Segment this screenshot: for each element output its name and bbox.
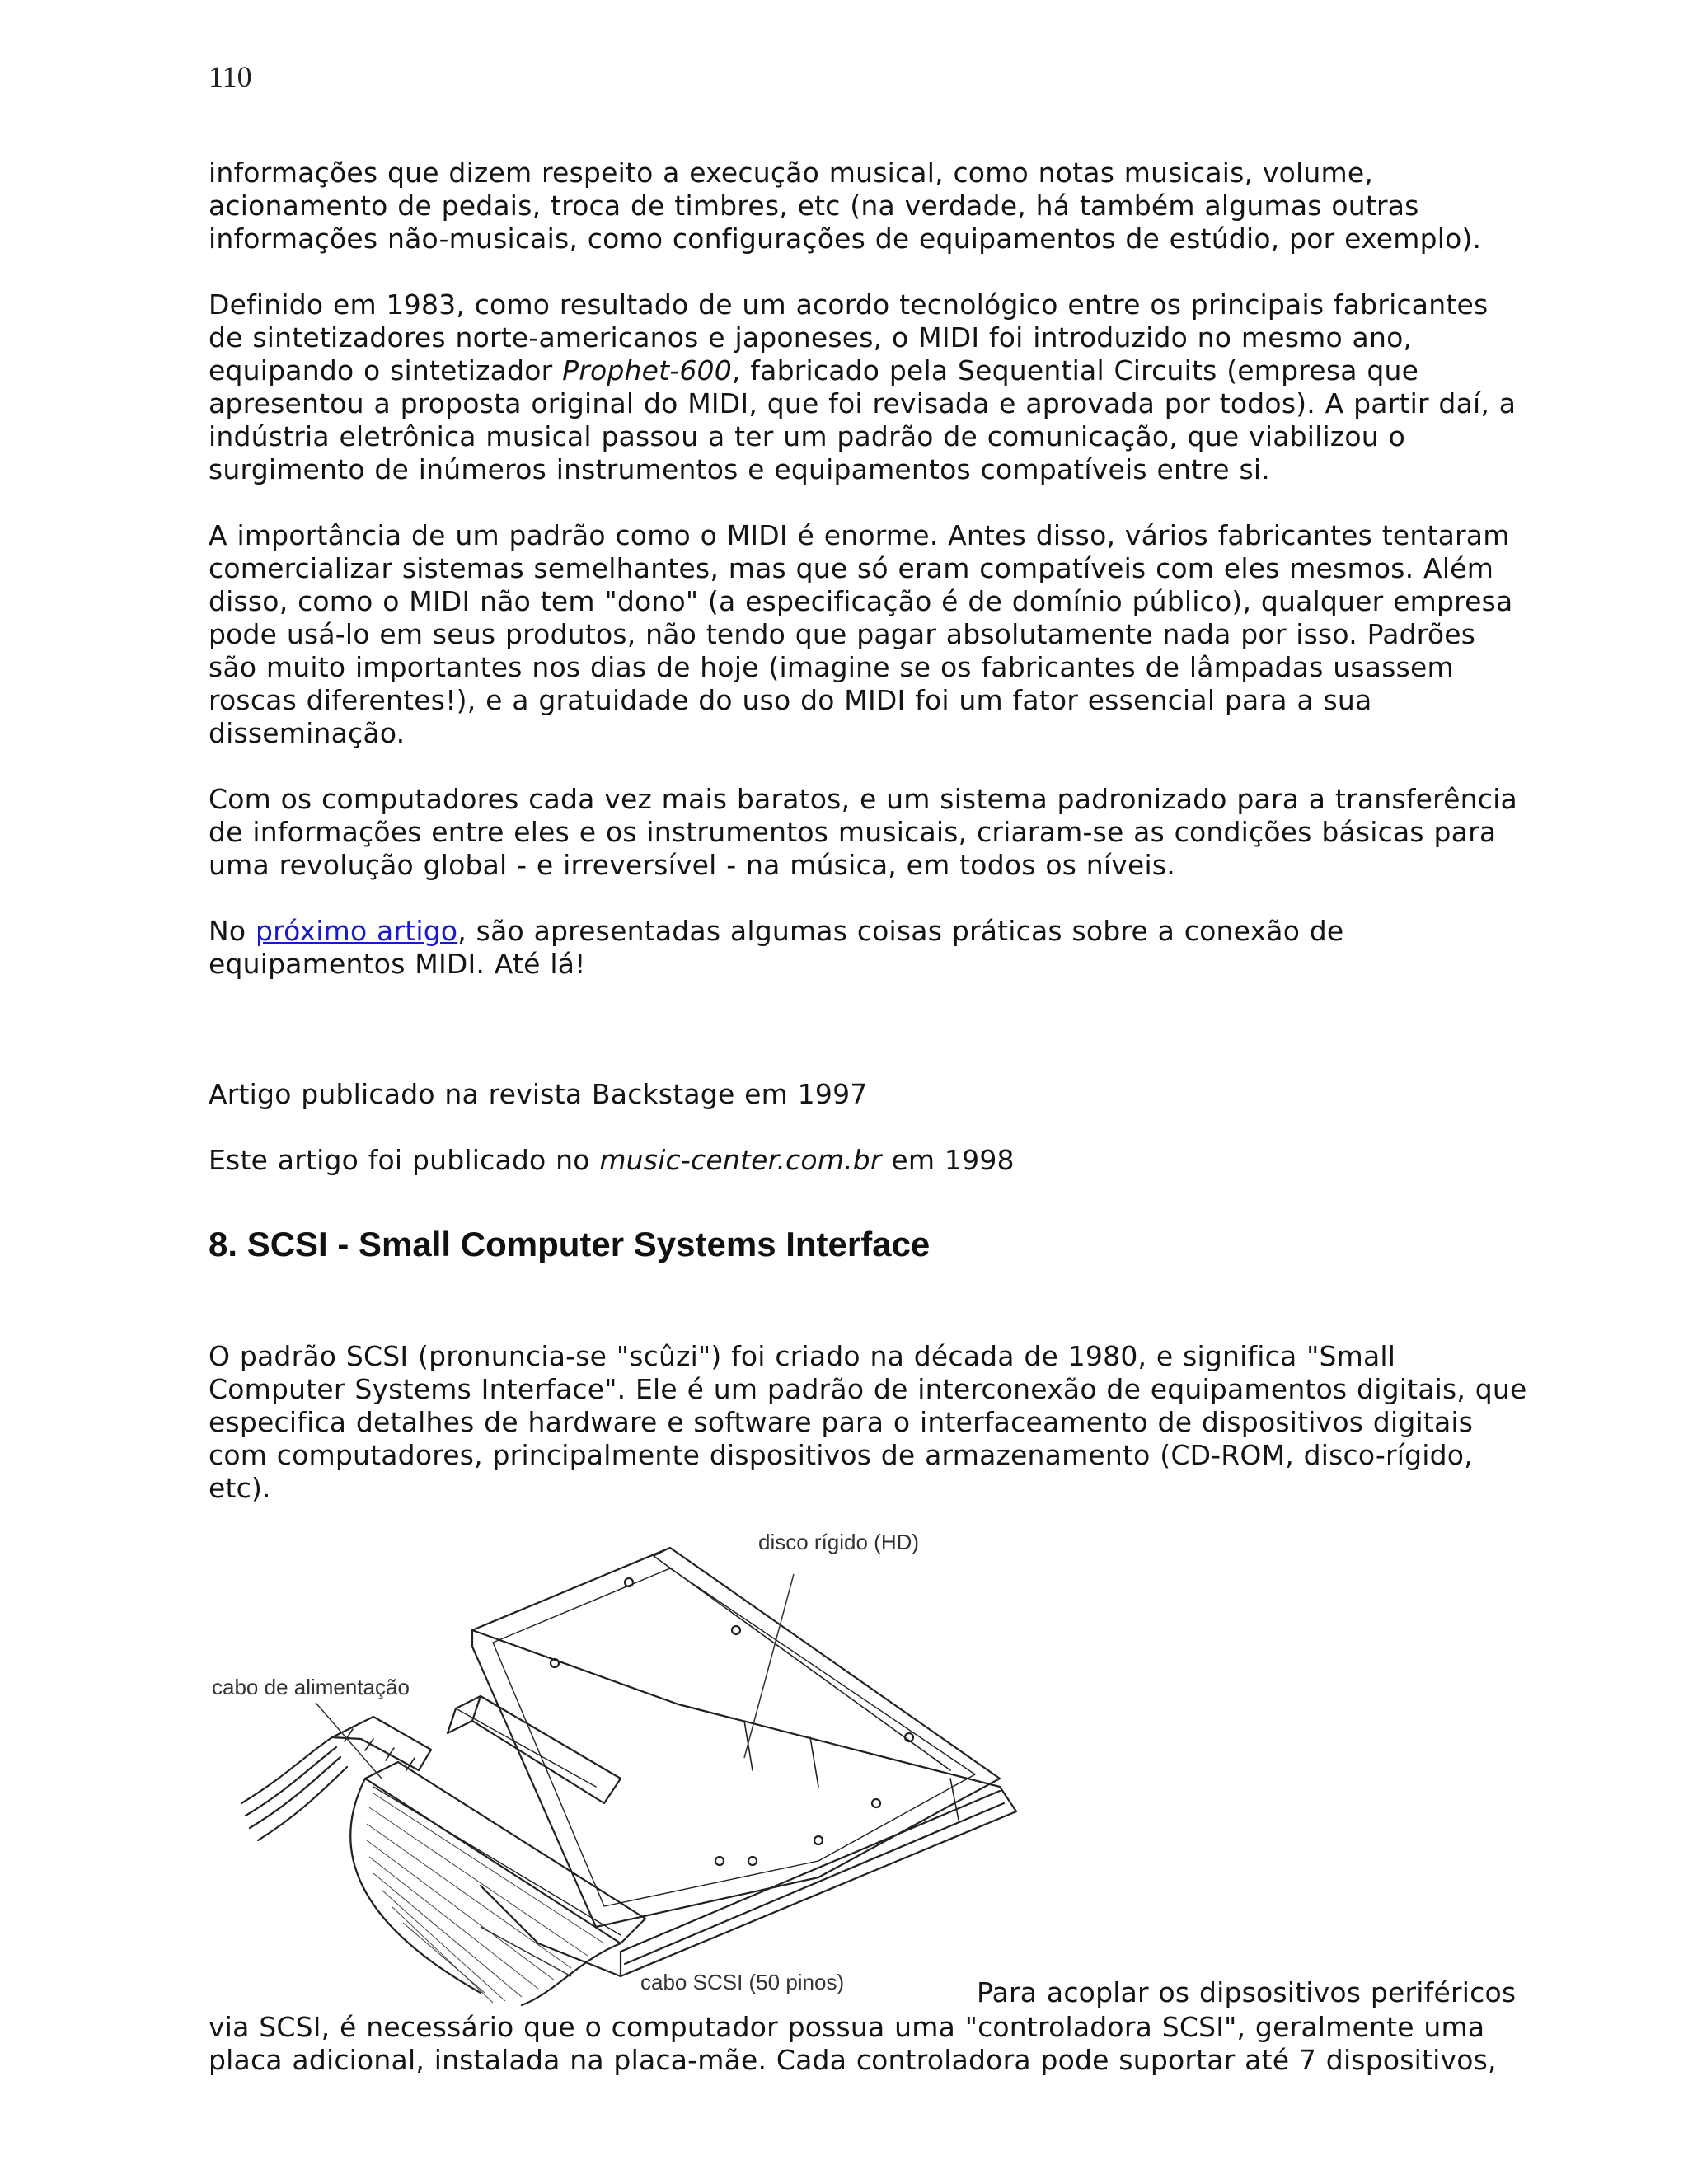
next-article-link[interactable]: próximo artigo <box>255 915 458 947</box>
paragraph-scsi-peripherals-start: Para acoplar os dipsositivos periféricos <box>977 1976 1517 2008</box>
hard-disk-drawing <box>209 1531 1033 2009</box>
paragraph-midi-info: informações que dizem respeito a execução musical, como notas musicais, volume, acionamento de pedais, troca de timbres, etc (na verdade, há também algumas outras informações não-musicais, como configurações de equipamentos de estúdio, por exemplo). <box>209 157 1482 255</box>
credit-music-center <box>209 1144 1527 1177</box>
credit-backstage: Artigo publicado na revista Backstage em 1997 <box>209 1078 868 1110</box>
paragraph-midi-history-part2: , fabricado pela Sequential Circuits (empresa que apresentou a proposta original do MIDI, que foi revisada e aprovada por todos). A partir daí, a indústria eletrônica musical passou a ter um padrão de comunicação, que viabilizou o surgimento de inúmeros instrumentos e equipamentos compatíveis entre si. <box>209 354 1517 485</box>
paragraph-scsi-controller: via SCSI, é necessário que o computador possua uma "controladora SCSI", geralmente uma placa adicional, instalada na placa-mãe. Cada controladora pode suportar até 7 dispositivos, <box>209 2011 1497 2076</box>
section-heading-scsi: 8. SCSI - Small Computer Systems Interface <box>209 1225 931 1263</box>
label-scsi-cable: cabo SCSI (50 pinos) <box>640 1970 845 1994</box>
music-center-site-name: music-center.com.br <box>599 1144 882 1176</box>
article-body <box>209 157 1527 2077</box>
article-credits <box>209 1078 1527 1177</box>
paragraph-midi-importance: A importância de um padrão como o MIDI é enorme. Antes disso, vários fabricantes tentaram comercializar sistemas semelhantes, mas que só eram compatíveis com eles mesmos. Além disso, como o MIDI não tem "dono" (a especificação é de domínio público), qualquer empresa pode usá-lo em seus produtos, não tendo que pagar absolutamente nada por isso. Padrões são muito importantes nos dias de hoje (imagine se os fabricantes de lâmpadas usassem roscas diferentes!), e a gratuidade do uso do MIDI foi um fator essencial para a sua disseminação. <box>209 519 1513 749</box>
credit-music-center-before: Este artigo foi publicado no <box>209 1144 600 1176</box>
paragraph-midi-revolution: Com os computadores cada vez mais baratos, e um sistema padronizado para a transferência de informações entre eles e os instrumentos musicais, criaram-se as condições básicas para uma revolução global - e irreversível - na música, em todos os níveis. <box>209 783 1517 881</box>
label-power-cable: cabo de alimentação <box>212 1675 410 1699</box>
next-article-before: No <box>209 915 256 947</box>
paragraph-midi-history <box>209 288 1527 486</box>
paragraph-midi-history-part1: Definido em 1983, como resultado de um acordo tecnológico entre os principais fabricantes de sintetizadores norte-americanos e japoneses, o MIDI foi introduzido no mesmo ano, equipando o sintetizador <box>209 288 1489 387</box>
next-article-after: , são apresentadas algumas coisas práticas sobre a conexão de equipamentos MIDI. Até lá! <box>209 915 1344 980</box>
credit-music-center-after: em 1998 <box>881 1144 1015 1176</box>
prophet-600-name: Prophet-600 <box>562 354 732 387</box>
hard-disk-illustration <box>209 1531 1033 2009</box>
page-number: 110 <box>209 60 252 93</box>
label-hard-disk: disco rígido (HD) <box>758 1531 920 1554</box>
paragraph-next-article <box>209 915 1527 981</box>
paragraph-scsi-intro: O padrão SCSI (pronuncia-se "scûzi") foi criado na década de 1980, e significa "Small Computer Systems Interface". Ele é um padrão de interconexão de equipamentos digitais, que especifica detalhes de hardware e software para o interfaceamento de dispositivos digitais com computadores, principalmente dispositivos de armazenamento (CD-ROM, disco-rígido, etc). <box>209 1340 1527 1504</box>
figure-row <box>209 1531 1527 2009</box>
